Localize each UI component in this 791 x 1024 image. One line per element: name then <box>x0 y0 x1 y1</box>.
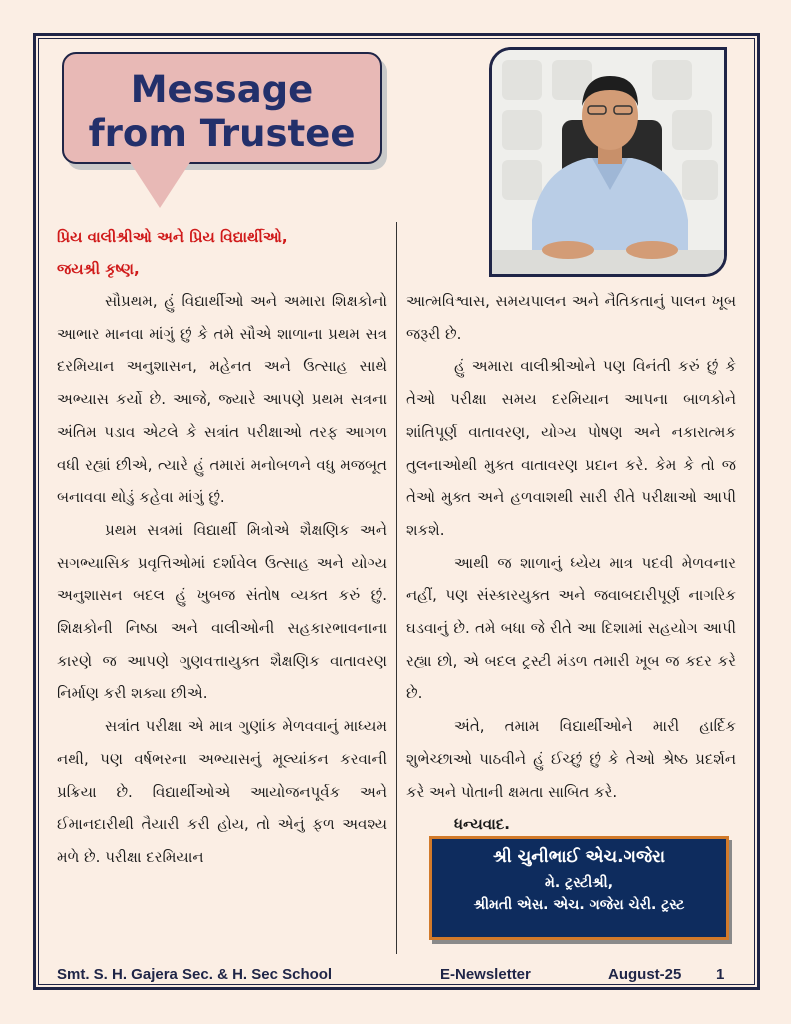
footer-publication: E-Newsletter <box>440 966 531 983</box>
footer-school: Smt. S. H. Gajera Sec. & H. Sec School <box>57 966 333 983</box>
paragraph: અંતે, તમામ વિદ્યાર્થીઓને મારી હાર્દિક શુભેચ્છાઓ પાઠવીને હું ઈચ્છું છું કે તેઓ શ્રેષ્ઠ પ્રદર્શન કરે અને પોતાની ક્ષમતા સાબિત કરે. <box>406 717 736 801</box>
greeting-line-2: જયશ્રી કૃષ્ણ, <box>57 260 140 278</box>
paragraph: હું અમારા વાલીશ્રીઓને પણ વિનંતી કરું છું કે તેઓ પરીક્ષા સમય દરમિયાન આપના બાળકોને શાંતિપૂર્ણ વાતાવરણ, યોગ્ય પોષણ અને નકારાત્મક તુલનાઓથી મુક્ત વાતાવરણ પ્રદાન કરે. કેમ કે તો જ તેઓ મુક્ત અને હળવાશથી સારી રીતે પરીક્ષાઓ આપી શકશે. <box>406 357 736 539</box>
trustee-photo <box>489 47 727 277</box>
paragraph: આત્મવિશ્વાસ, સમયપાલન અને નૈતિકતાનું પાલન ખૂબ જરૂરી છે. <box>406 292 736 343</box>
footer-page-number: 1 <box>716 966 725 983</box>
paragraph: સત્રાંત પરીક્ષા એ માત્ર ગુણાંક મેળવવાનું માધ્યમ નથી, પણ વર્ષભરના અભ્યાસનું મૂલ્યાંકન કરવાની પ્રક્રિયા છે. વિદ્યાર્થીઓએ આયોજનપૂર્વક અને ઈમાનદારીથી તૈયારી કરી હોય, તો એનું ફળ અવશ્ય મળે છે. પરીક્ષા દરમિયાન <box>57 717 387 866</box>
heading-bubble <box>62 52 382 164</box>
message-left-column <box>57 285 387 874</box>
paragraph: સૌપ્રથમ, હું વિદ્યાર્થીઓ અને અમારા શિક્ષકોનો આભાર માનવા માંગું છું કે તમે સૌએ શાળાના પ્રથમ સત્ર દરમિયાન અનુશાસન, મહેનત અને ઉત્સાહ સાથે અભ્યાસ કર્યો છે. આજે, જ્યારે આપણે પ્રથમ સત્રના અંતિમ પડાવ એટલે કે સત્રાંત પરીક્ષાઓ તરફ આગળ વધી રહ્યાં છીએ, ત્યારે હું તમારાં મનોબળને વધુ મજબૂત બનાવવા થોડું કહેવા માંગું છું. <box>57 292 387 507</box>
signatory-trust: શ્રીમતી એસ. એચ. ગજેરા ચેરી. ટ્રસ્ટ <box>473 897 685 913</box>
greeting-line-1: પ્રિય વાલીશ્રીઓ અને પ્રિય વિદ્યાર્થીઓ, <box>57 228 288 246</box>
trustee-portrait-illustration <box>492 50 724 274</box>
heading-line-1: Message <box>130 68 314 111</box>
signatory-name: શ્રી ચુનીભાઈ એચ.ગજેરા <box>492 847 665 867</box>
column-divider <box>396 222 397 954</box>
message-right-column <box>406 285 736 841</box>
footer-issue: August-25 <box>608 966 682 983</box>
closing-thanks: ધન્યવાદ. <box>454 815 510 834</box>
paragraph: પ્રથમ સત્રમાં વિદ્યાર્થી મિત્રોએ શૈક્ષણિક અને સગભ્યાસિક પ્રવૃત્તિઓમાં દર્શાવેલ ઉત્સાહ અને યોગ્ય અનુશાસન બદલ હું ખુબજ સંતોષ વ્યક્ત કરું છું. શિક્ષકોની નિષ્ઠા અને વાલીઓની સહકારભાવનાના કારણે જ આપણે ગુણવત્તાયુક્ત શૈક્ષણિક વાતાવરણ નિર્માણ કરી શક્યા છીએ. <box>57 520 387 703</box>
speech-bubble-tail <box>130 162 190 208</box>
paragraph: આથી જ શાળાનું ધ્યેય માત્ર પદવી મેળવનાર નહીં, પણ સંસ્કારયુક્ત અને જવાબદારીપૂર્ણ નાગરિક ઘડવાનું છે. તમે બધા જે રીતે આ દિશામાં સહયોગ આપી રહ્યા છો, એ બદલ ટ્રસ્ટી મંડળ તમારી ખૂબ જ કદર કરે છે. <box>406 553 736 703</box>
signatory-title: મે. ટ્રસ્ટીશ્રી, <box>544 875 614 891</box>
heading-line-2: from Trustee <box>88 112 356 155</box>
signature-box <box>429 836 729 940</box>
